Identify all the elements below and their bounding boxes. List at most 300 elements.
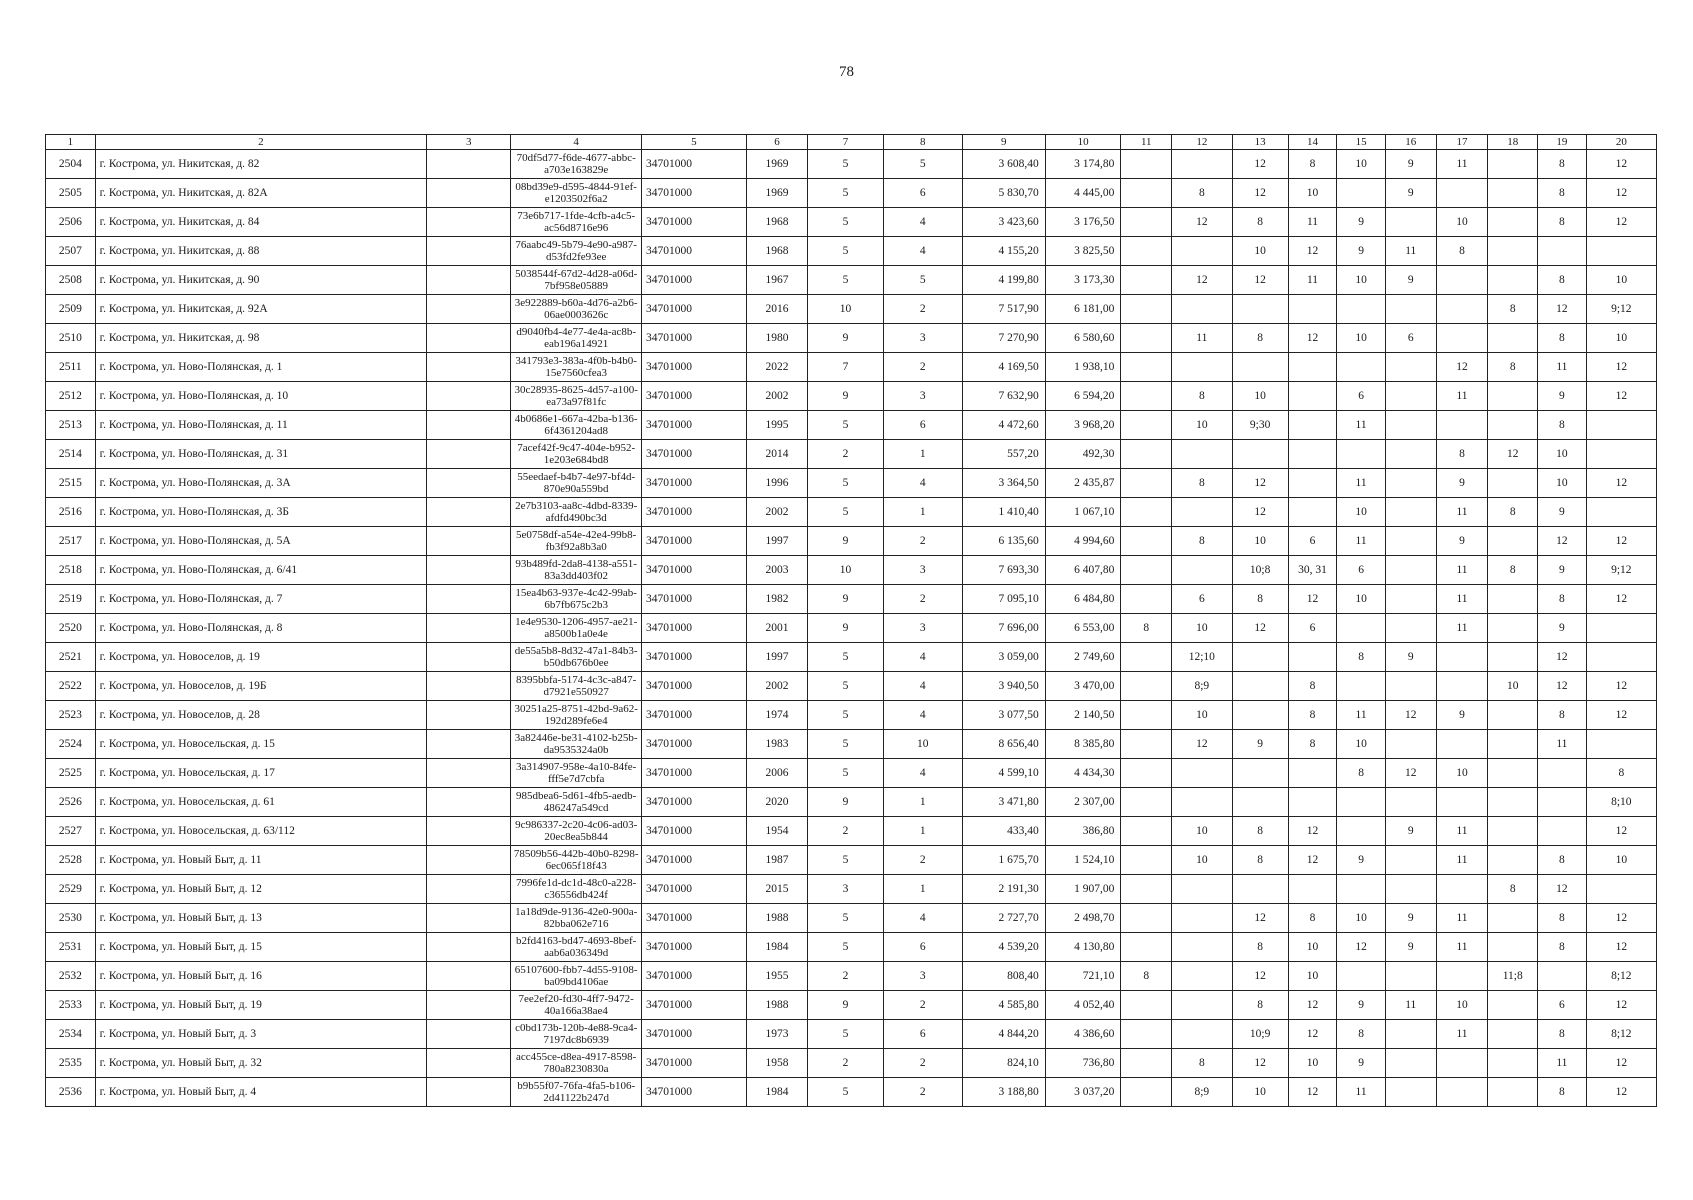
table-cell-col-3	[427, 585, 511, 614]
table-cell-col-10: 6 580,60	[1045, 324, 1121, 353]
table-cell-col-10: 3 037,20	[1045, 1078, 1121, 1107]
table-cell-col-11	[1121, 295, 1172, 324]
table-cell-col-6: 2002	[746, 498, 808, 527]
table-cell-col-4: 5038544f-67d2-4d28-a06d-7bf958e05889	[511, 266, 642, 295]
table-cell-col-2: г. Кострома, ул. Ново-Полянская, д. 5А	[95, 527, 426, 556]
table-cell-col-7: 5	[808, 179, 884, 208]
table-cell-col-18	[1488, 324, 1538, 353]
table-cell-col-7: 2	[808, 817, 884, 846]
table-cell-col-17: 10	[1436, 991, 1488, 1020]
table-cell-col-3	[427, 266, 511, 295]
table-cell-col-13	[1232, 759, 1288, 788]
table-cell-col-16	[1385, 556, 1436, 585]
table-cell-col-4: 4b0686e1-667a-42ba-b136-6f4361204ad8	[511, 411, 642, 440]
table-cell-col-13	[1232, 440, 1288, 469]
column-header-18: 18	[1488, 135, 1538, 150]
table-cell-col-6: 2002	[746, 382, 808, 411]
table-cell-col-12	[1172, 759, 1232, 788]
table-cell-col-3	[427, 643, 511, 672]
column-header-15: 15	[1337, 135, 1386, 150]
table-row	[46, 295, 1657, 324]
table-cell-col-17	[1436, 730, 1488, 759]
table-cell-col-8: 1	[883, 875, 962, 904]
table-cell-col-14: 12	[1288, 324, 1337, 353]
column-header-8: 8	[883, 135, 962, 150]
table-cell-col-20: 8;10	[1586, 788, 1656, 817]
table-cell-col-8: 3	[883, 614, 962, 643]
table-row	[46, 672, 1657, 701]
table-cell-col-20	[1586, 875, 1656, 904]
table-cell-col-7: 5	[808, 730, 884, 759]
table-cell-col-11	[1121, 817, 1172, 846]
table-cell-col-12: 12;10	[1172, 643, 1232, 672]
table-cell-col-5: 34701000	[642, 643, 747, 672]
table-cell-col-1: 2520	[46, 614, 96, 643]
table-cell-col-20	[1586, 498, 1656, 527]
table-cell-col-7: 5	[808, 266, 884, 295]
table-cell-col-16	[1385, 962, 1436, 991]
table-cell-col-2: г. Кострома, ул. Новый Быт, д. 32	[95, 1049, 426, 1078]
table-cell-col-9: 4 585,80	[962, 991, 1045, 1020]
table-cell-col-9: 3 608,40	[962, 150, 1045, 179]
table-cell-col-6: 2014	[746, 440, 808, 469]
table-cell-col-20	[1586, 440, 1656, 469]
table-cell-col-10: 4 386,60	[1045, 1020, 1121, 1049]
table-cell-col-8: 2	[883, 1078, 962, 1107]
table-cell-col-4: 7acef42f-9c47-404e-b952-1e203e684bd8	[511, 440, 642, 469]
table-cell-col-5: 34701000	[642, 266, 747, 295]
table-cell-col-16	[1385, 585, 1436, 614]
table-cell-col-1: 2522	[46, 672, 96, 701]
table-cell-col-18	[1488, 614, 1538, 643]
table-cell-col-15: 9	[1337, 208, 1386, 237]
table-cell-col-7: 5	[808, 846, 884, 875]
table-cell-col-18	[1488, 846, 1538, 875]
table-cell-col-18	[1488, 730, 1538, 759]
table-row	[46, 237, 1657, 266]
table-cell-col-7: 5	[808, 498, 884, 527]
table-cell-col-17	[1436, 295, 1488, 324]
table-cell-col-8: 4	[883, 643, 962, 672]
table-cell-col-16	[1385, 440, 1436, 469]
table-cell-col-15: 9	[1337, 846, 1386, 875]
table-cell-col-3	[427, 411, 511, 440]
table-cell-col-18	[1488, 208, 1538, 237]
table-cell-col-6: 1984	[746, 933, 808, 962]
table-cell-col-20: 12	[1586, 208, 1656, 237]
table-cell-col-11	[1121, 643, 1172, 672]
table-cell-col-4: 78509b56-442b-40b0-8298-6ec065f18f43	[511, 846, 642, 875]
table-cell-col-14: 8	[1288, 150, 1337, 179]
table-cell-col-7: 9	[808, 991, 884, 1020]
table-cell-col-16	[1385, 1020, 1436, 1049]
table-cell-col-17: 11	[1436, 817, 1488, 846]
table-cell-col-18	[1488, 1049, 1538, 1078]
table-cell-col-15: 10	[1337, 150, 1386, 179]
table-cell-col-10: 4 052,40	[1045, 991, 1121, 1020]
table-cell-col-9: 557,20	[962, 440, 1045, 469]
column-header-17: 17	[1436, 135, 1488, 150]
table-cell-col-16: 9	[1385, 266, 1436, 295]
table-cell-col-4: acc455ce-d8ea-4917-8598-780a8230830a	[511, 1049, 642, 1078]
table-cell-col-19	[1538, 237, 1587, 266]
table-cell-col-18	[1488, 933, 1538, 962]
table-cell-col-17: 11	[1436, 382, 1488, 411]
table-cell-col-20: 12	[1586, 672, 1656, 701]
table-cell-col-10: 721,10	[1045, 962, 1121, 991]
table-cell-col-6: 1987	[746, 846, 808, 875]
table-cell-col-19: 6	[1538, 991, 1587, 1020]
table-cell-col-3	[427, 469, 511, 498]
table-cell-col-5: 34701000	[642, 353, 747, 382]
table-cell-col-6: 1969	[746, 150, 808, 179]
table-cell-col-15	[1337, 788, 1386, 817]
column-header-19: 19	[1538, 135, 1587, 150]
table-row	[46, 1049, 1657, 1078]
table-cell-col-13: 12	[1232, 962, 1288, 991]
table-cell-col-9: 4 472,60	[962, 411, 1045, 440]
table-cell-col-8: 4	[883, 701, 962, 730]
table-cell-col-6: 1988	[746, 904, 808, 933]
table-cell-col-14: 11	[1288, 266, 1337, 295]
table-cell-col-6: 2001	[746, 614, 808, 643]
table-cell-col-10: 2 307,00	[1045, 788, 1121, 817]
table-cell-col-7: 7	[808, 353, 884, 382]
table-cell-col-15	[1337, 672, 1386, 701]
table-row	[46, 788, 1657, 817]
table-cell-col-5: 34701000	[642, 295, 747, 324]
table-cell-col-1: 2536	[46, 1078, 96, 1107]
table-row	[46, 904, 1657, 933]
table-cell-col-6: 1968	[746, 237, 808, 266]
table-cell-col-5: 34701000	[642, 962, 747, 991]
table-cell-col-9: 3 077,50	[962, 701, 1045, 730]
table-cell-col-3	[427, 817, 511, 846]
column-header-9: 9	[962, 135, 1045, 150]
table-cell-col-18: 8	[1488, 556, 1538, 585]
table-cell-col-10: 492,30	[1045, 440, 1121, 469]
column-header-2: 2	[95, 135, 426, 150]
table-cell-col-10: 2 498,70	[1045, 904, 1121, 933]
table-cell-col-20: 12	[1586, 527, 1656, 556]
table-cell-col-1: 2513	[46, 411, 96, 440]
table-cell-col-16: 11	[1385, 237, 1436, 266]
table-cell-col-9: 5 830,70	[962, 179, 1045, 208]
table-cell-col-13: 12	[1232, 150, 1288, 179]
table-cell-col-16	[1385, 875, 1436, 904]
table-cell-col-17	[1436, 643, 1488, 672]
table-cell-col-19	[1538, 817, 1587, 846]
table-row	[46, 875, 1657, 904]
table-cell-col-9: 824,10	[962, 1049, 1045, 1078]
table-cell-col-10: 4 445,00	[1045, 179, 1121, 208]
table-cell-col-12: 10	[1172, 614, 1232, 643]
table-cell-col-18: 8	[1488, 498, 1538, 527]
table-cell-col-1: 2515	[46, 469, 96, 498]
table-cell-col-5: 34701000	[642, 208, 747, 237]
table-cell-col-9: 4 539,20	[962, 933, 1045, 962]
table-cell-col-14: 8	[1288, 730, 1337, 759]
table-cell-col-3	[427, 1078, 511, 1107]
table-row	[46, 846, 1657, 875]
table-cell-col-16	[1385, 1049, 1436, 1078]
table-cell-col-14: 10	[1288, 1049, 1337, 1078]
table-cell-col-14: 10	[1288, 962, 1337, 991]
table-cell-col-19	[1538, 759, 1587, 788]
table-cell-col-7: 5	[808, 933, 884, 962]
table-cell-col-13: 8	[1232, 585, 1288, 614]
table-cell-col-19: 8	[1538, 208, 1587, 237]
table-cell-col-10: 6 484,80	[1045, 585, 1121, 614]
table-cell-col-18	[1488, 382, 1538, 411]
table-row	[46, 614, 1657, 643]
column-header-4: 4	[511, 135, 642, 150]
table-cell-col-1: 2512	[46, 382, 96, 411]
table-cell-col-15	[1337, 295, 1386, 324]
table-cell-col-20: 10	[1586, 846, 1656, 875]
table-cell-col-3	[427, 179, 511, 208]
table-cell-col-13: 9	[1232, 730, 1288, 759]
table-cell-col-4: 9c986337-2c20-4c06-ad03-20ec8ea5b844	[511, 817, 642, 846]
table-cell-col-16: 9	[1385, 933, 1436, 962]
table-cell-col-12: 8	[1172, 469, 1232, 498]
table-cell-col-14: 11	[1288, 208, 1337, 237]
table-cell-col-17	[1436, 672, 1488, 701]
table-cell-col-19: 11	[1538, 730, 1587, 759]
table-cell-col-6: 1988	[746, 991, 808, 1020]
table-row	[46, 208, 1657, 237]
table-cell-col-19: 8	[1538, 904, 1587, 933]
table-cell-col-16	[1385, 382, 1436, 411]
table-cell-col-20	[1586, 643, 1656, 672]
table-cell-col-9: 3 188,80	[962, 1078, 1045, 1107]
table-cell-col-1: 2518	[46, 556, 96, 585]
table-cell-col-17: 10	[1436, 759, 1488, 788]
table-cell-col-18	[1488, 411, 1538, 440]
table-header	[46, 135, 1657, 150]
table-cell-col-6: 1973	[746, 1020, 808, 1049]
table-cell-col-5: 34701000	[642, 382, 747, 411]
table-cell-col-8: 2	[883, 585, 962, 614]
table-cell-col-7: 9	[808, 788, 884, 817]
table-cell-col-2: г. Кострома, ул. Новосельская, д. 15	[95, 730, 426, 759]
table-cell-col-5: 34701000	[642, 469, 747, 498]
table-cell-col-9: 7 696,00	[962, 614, 1045, 643]
table-cell-col-20: 12	[1586, 817, 1656, 846]
table-cell-col-2: г. Кострома, ул. Никитская, д. 82	[95, 150, 426, 179]
table-row	[46, 991, 1657, 1020]
table-cell-col-15: 10	[1337, 904, 1386, 933]
table-cell-col-18	[1488, 643, 1538, 672]
table-cell-col-3	[427, 759, 511, 788]
table-cell-col-5: 34701000	[642, 150, 747, 179]
table-cell-col-16	[1385, 498, 1436, 527]
table-cell-col-12: 10	[1172, 846, 1232, 875]
table-cell-col-9: 7 270,90	[962, 324, 1045, 353]
table-row	[46, 440, 1657, 469]
table-cell-col-14	[1288, 759, 1337, 788]
table-cell-col-10: 386,80	[1045, 817, 1121, 846]
table-cell-col-4: c0bd173b-120b-4e88-9ca4-7197dc8b6939	[511, 1020, 642, 1049]
table-cell-col-11	[1121, 382, 1172, 411]
table-cell-col-2: г. Кострома, ул. Ново-Полянская, д. 1	[95, 353, 426, 382]
table-cell-col-20: 10	[1586, 324, 1656, 353]
table-cell-col-5: 34701000	[642, 440, 747, 469]
table-cell-col-20: 12	[1586, 382, 1656, 411]
table-cell-col-5: 34701000	[642, 556, 747, 585]
table-cell-col-3	[427, 875, 511, 904]
table-cell-col-1: 2508	[46, 266, 96, 295]
table-cell-col-17	[1436, 875, 1488, 904]
table-cell-col-15: 12	[1337, 933, 1386, 962]
table-cell-col-19: 8	[1538, 585, 1587, 614]
table-cell-col-20: 12	[1586, 991, 1656, 1020]
table-cell-col-9: 4 169,50	[962, 353, 1045, 382]
table-cell-col-1: 2505	[46, 179, 96, 208]
table-cell-col-12	[1172, 788, 1232, 817]
housing-registry-table	[45, 134, 1657, 1107]
table-cell-col-2: г. Кострома, ул. Ново-Полянская, д. 31	[95, 440, 426, 469]
table-cell-col-2: г. Кострома, ул. Ново-Полянская, д. 3А	[95, 469, 426, 498]
table-row	[46, 962, 1657, 991]
table-cell-col-12	[1172, 353, 1232, 382]
table-cell-col-20: 12	[1586, 904, 1656, 933]
table-cell-col-14: 12	[1288, 846, 1337, 875]
table-cell-col-14	[1288, 382, 1337, 411]
table-cell-col-11	[1121, 266, 1172, 295]
table-cell-col-18	[1488, 585, 1538, 614]
table-cell-col-15: 11	[1337, 1078, 1386, 1107]
table-cell-col-14: 30, 31	[1288, 556, 1337, 585]
table-cell-col-8: 1	[883, 817, 962, 846]
table-cell-col-3	[427, 701, 511, 730]
table-cell-col-3	[427, 150, 511, 179]
table-cell-col-10: 6 553,00	[1045, 614, 1121, 643]
table-cell-col-15: 10	[1337, 585, 1386, 614]
table-cell-col-4: 341793e3-383a-4f0b-b4b0-15e7560cfea3	[511, 353, 642, 382]
table-cell-col-12	[1172, 991, 1232, 1020]
table-cell-col-11	[1121, 991, 1172, 1020]
table-cell-col-1: 2528	[46, 846, 96, 875]
table-cell-col-16: 9	[1385, 150, 1436, 179]
table-cell-col-8: 3	[883, 962, 962, 991]
table-cell-col-18: 11;8	[1488, 962, 1538, 991]
table-cell-col-7: 2	[808, 1049, 884, 1078]
table-cell-col-8: 2	[883, 295, 962, 324]
table-cell-col-7: 5	[808, 237, 884, 266]
table-cell-col-5: 34701000	[642, 701, 747, 730]
table-cell-col-12: 8	[1172, 179, 1232, 208]
table-cell-col-2: г. Кострома, ул. Никитская, д. 90	[95, 266, 426, 295]
table-cell-col-13: 12	[1232, 904, 1288, 933]
table-cell-col-6: 1996	[746, 469, 808, 498]
column-header-5: 5	[642, 135, 747, 150]
table-cell-col-10: 3 825,50	[1045, 237, 1121, 266]
table-row	[46, 469, 1657, 498]
table-cell-col-1: 2534	[46, 1020, 96, 1049]
table-cell-col-8: 2	[883, 846, 962, 875]
table-cell-col-14	[1288, 353, 1337, 382]
table-cell-col-11: 8	[1121, 614, 1172, 643]
table-cell-col-1: 2504	[46, 150, 96, 179]
table-cell-col-10: 4 434,30	[1045, 759, 1121, 788]
table-cell-col-2: г. Кострома, ул. Ново-Полянская, д. 8	[95, 614, 426, 643]
table-cell-col-9: 7 632,90	[962, 382, 1045, 411]
table-cell-col-11	[1121, 672, 1172, 701]
table-row	[46, 353, 1657, 382]
table-cell-col-3	[427, 295, 511, 324]
table-cell-col-17: 11	[1436, 904, 1488, 933]
table-cell-col-14	[1288, 788, 1337, 817]
table-cell-col-11	[1121, 904, 1172, 933]
table-cell-col-7: 2	[808, 962, 884, 991]
table-cell-col-6: 1995	[746, 411, 808, 440]
table-cell-col-5: 34701000	[642, 498, 747, 527]
table-cell-col-17: 9	[1436, 527, 1488, 556]
table-cell-col-8: 6	[883, 411, 962, 440]
table-cell-col-19: 8	[1538, 324, 1587, 353]
table-cell-col-7: 5	[808, 208, 884, 237]
table-cell-col-10: 1 938,10	[1045, 353, 1121, 382]
table-cell-col-1: 2533	[46, 991, 96, 1020]
table-cell-col-18	[1488, 179, 1538, 208]
table-cell-col-1: 2525	[46, 759, 96, 788]
table-cell-col-11	[1121, 759, 1172, 788]
table-cell-col-1: 2516	[46, 498, 96, 527]
table-cell-col-5: 34701000	[642, 904, 747, 933]
table-cell-col-12	[1172, 962, 1232, 991]
table-cell-col-10: 3 968,20	[1045, 411, 1121, 440]
table-row	[46, 150, 1657, 179]
table-cell-col-20: 12	[1586, 701, 1656, 730]
column-header-3: 3	[427, 135, 511, 150]
table-row	[46, 556, 1657, 585]
table-cell-col-6: 1974	[746, 701, 808, 730]
table-cell-col-16: 9	[1385, 904, 1436, 933]
table-cell-col-7: 3	[808, 875, 884, 904]
table-row	[46, 1078, 1657, 1107]
table-cell-col-18	[1488, 237, 1538, 266]
table-cell-col-9: 3 471,80	[962, 788, 1045, 817]
table-cell-col-15: 9	[1337, 991, 1386, 1020]
table-cell-col-15: 6	[1337, 382, 1386, 411]
table-row	[46, 1020, 1657, 1049]
table-cell-col-2: г. Кострома, ул. Ново-Полянская, д. 6/41	[95, 556, 426, 585]
table-cell-col-14	[1288, 295, 1337, 324]
column-header-20: 20	[1586, 135, 1656, 150]
table-cell-col-2: г. Кострома, ул. Новосельская, д. 61	[95, 788, 426, 817]
table-cell-col-6: 2015	[746, 875, 808, 904]
table-cell-col-3	[427, 382, 511, 411]
table-cell-col-1: 2530	[46, 904, 96, 933]
column-header-14: 14	[1288, 135, 1337, 150]
table-cell-col-5: 34701000	[642, 933, 747, 962]
table-cell-col-1: 2524	[46, 730, 96, 759]
table-cell-col-20: 12	[1586, 179, 1656, 208]
table-cell-col-20: 12	[1586, 469, 1656, 498]
table-cell-col-4: 3a82446e-be31-4102-b25b-da9535324a0b	[511, 730, 642, 759]
table-cell-col-2: г. Кострома, ул. Новый Быт, д. 3	[95, 1020, 426, 1049]
table-cell-col-13: 12	[1232, 266, 1288, 295]
table-cell-col-17	[1436, 179, 1488, 208]
table-cell-col-17	[1436, 1049, 1488, 1078]
table-cell-col-8: 1	[883, 788, 962, 817]
table-cell-col-12: 12	[1172, 730, 1232, 759]
table-cell-col-4: 08bd39e9-d595-4844-91ef-e1203502f6a2	[511, 179, 642, 208]
table-cell-col-4: 7996fe1d-dc1d-48c0-a228-c36556db424f	[511, 875, 642, 904]
table-cell-col-14: 12	[1288, 1020, 1337, 1049]
table-cell-col-13: 8	[1232, 324, 1288, 353]
